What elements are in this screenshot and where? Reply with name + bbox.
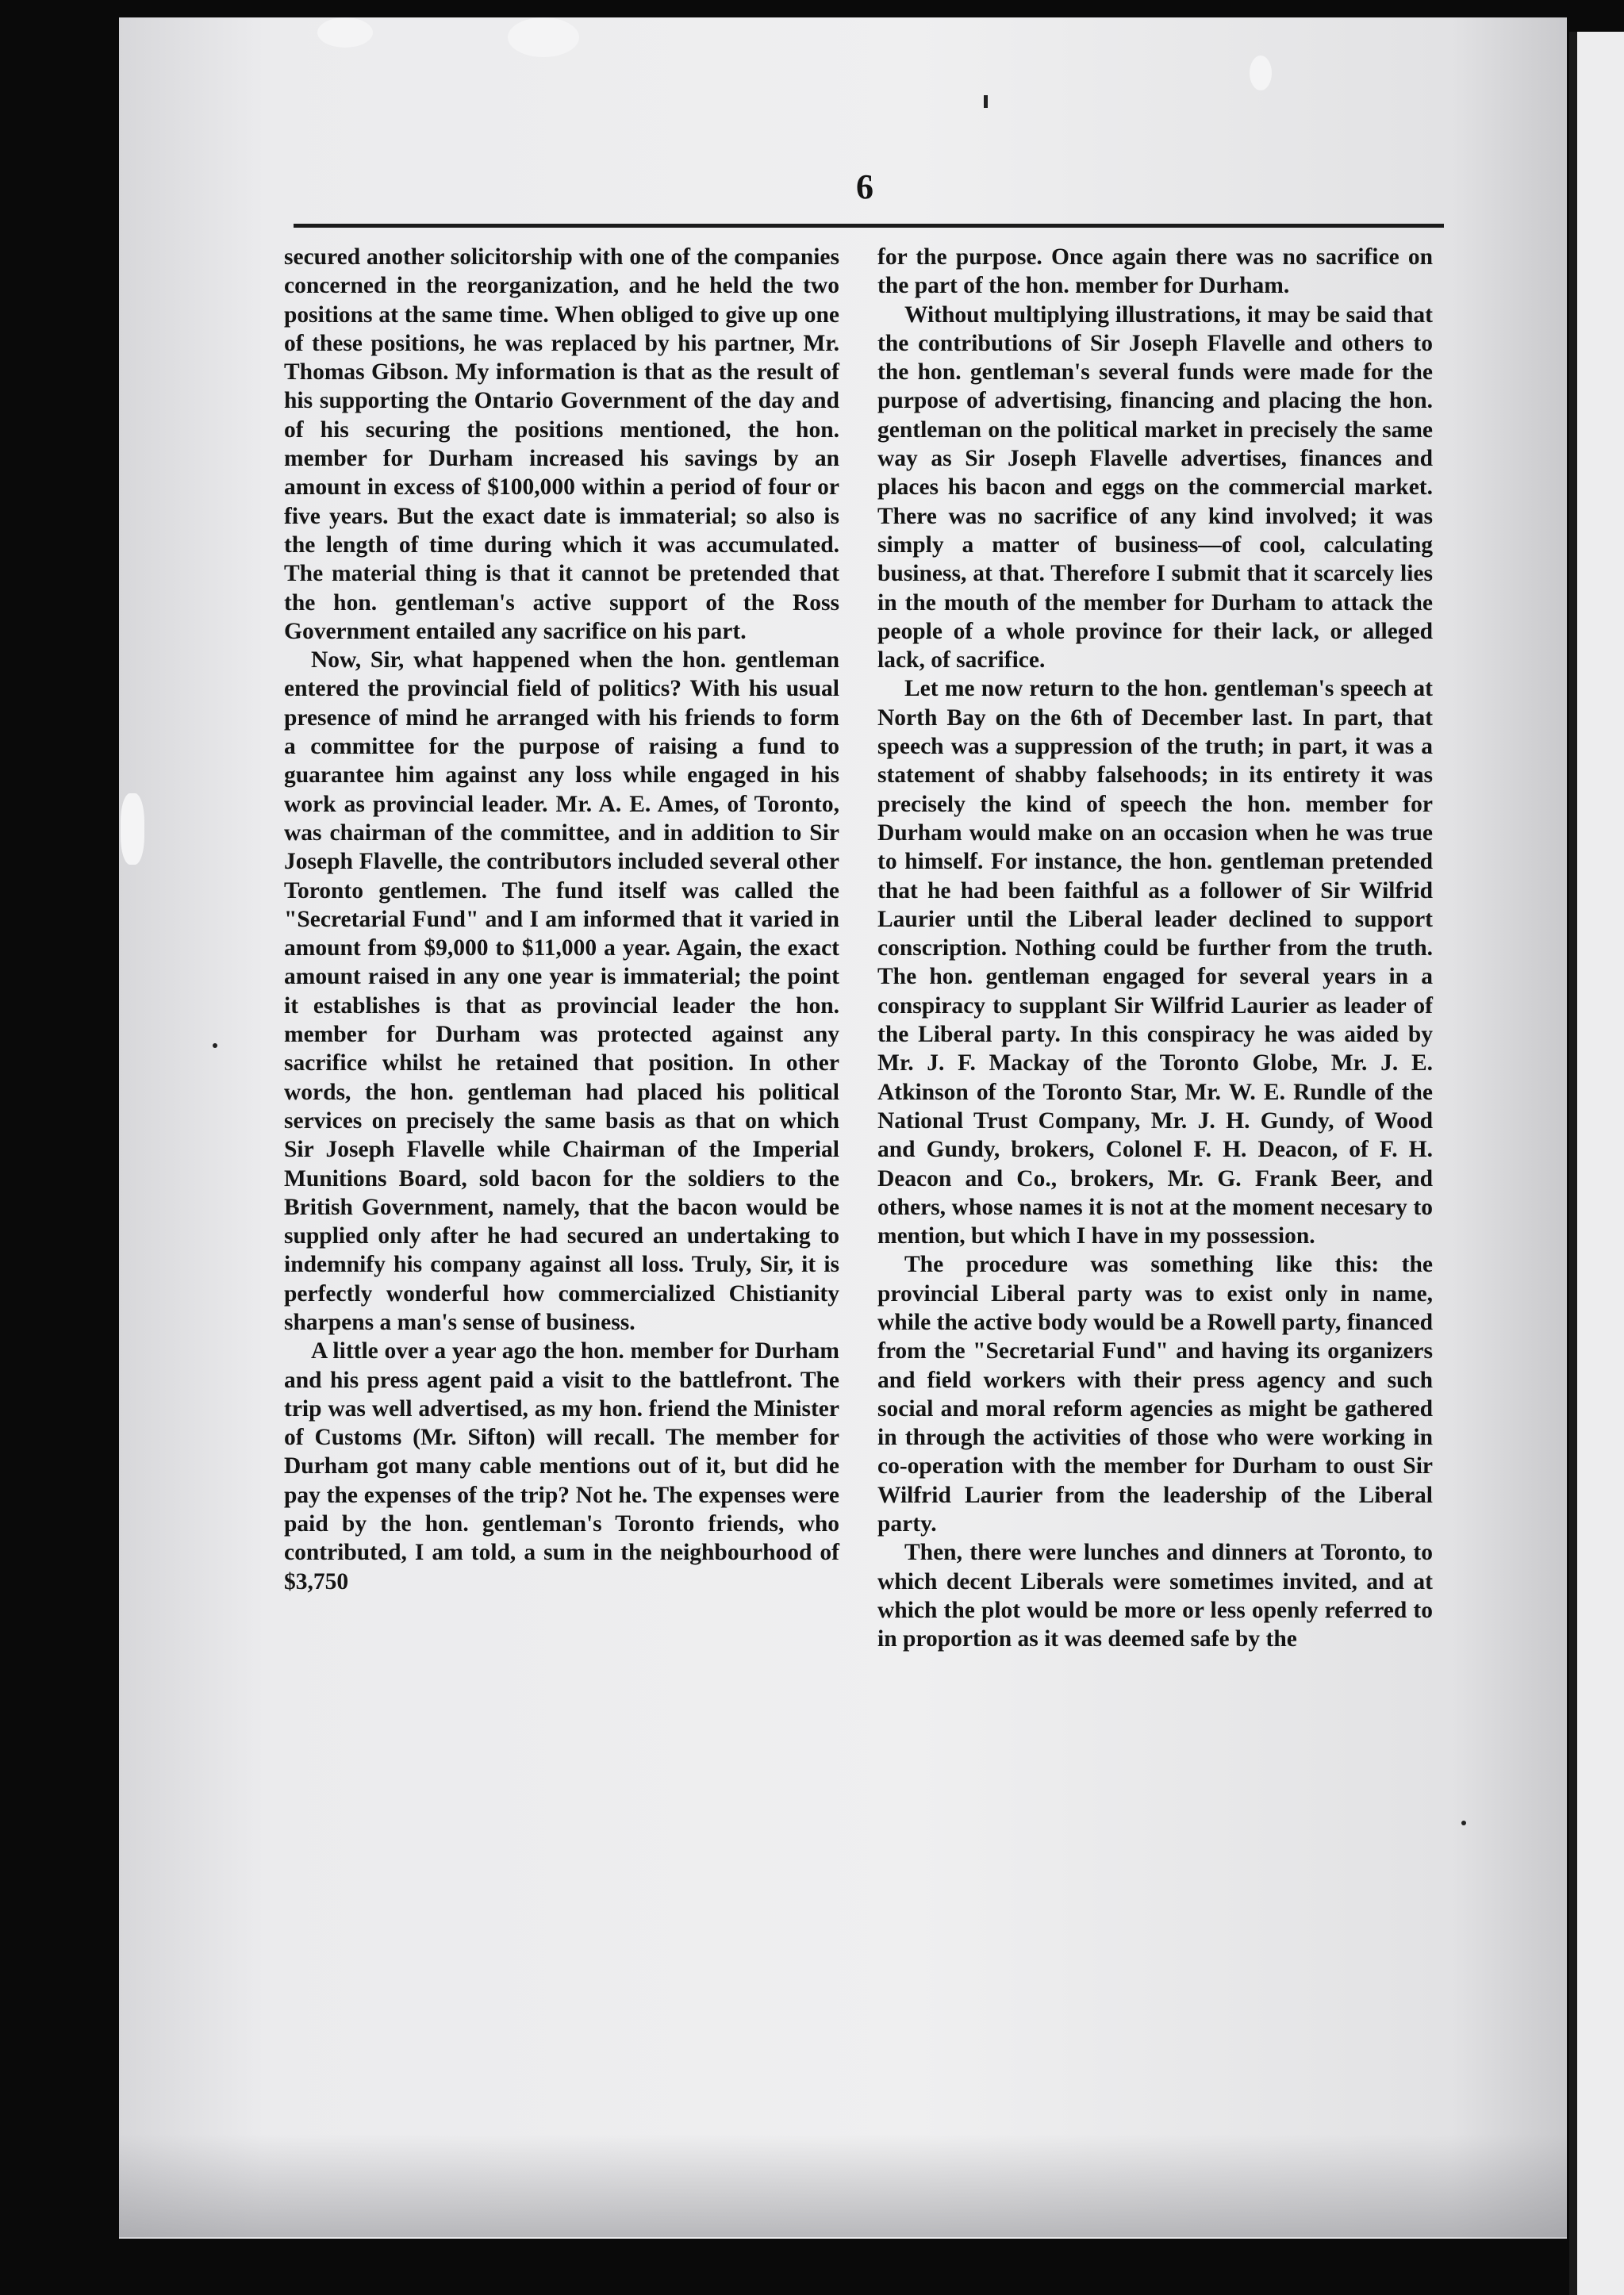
paragraph: for the purpose. Once again there was no sacrifice on the part of the hon. member for Durham. <box>877 244 1433 299</box>
right-column <box>877 243 1433 1654</box>
scan-speck <box>1250 56 1272 90</box>
page-bottom-shadow <box>119 2134 1567 2237</box>
paragraph: Without multiplying illustrations, it may be said that the contributions of Sir Joseph Flavelle and others to the hon. gentleman's several funds were made for the purpose of advertising, financing and placing the hon. gentleman on the political market in precisely the same way as Sir Joseph Flavelle advertises, finances and places his bacon and eggs on the commercial market. There was no sacrifice of any kind involved; it was simply a matter of business—of cool, calculating business, at that. Therefore I submit that it scarcely lies in the mouth of the member for Durham to attack the people of a whole province for their lack, or alleged lack, of sacrifice. <box>877 301 1433 674</box>
scan-speck <box>121 793 144 865</box>
scan-mark <box>1461 1821 1466 1825</box>
paragraph: Let me now return to the hon. gentleman's speech at North Bay on the 6th of December last. In part, that speech was a suppression of the truth; in part, it was a statement of shabby falsehoods; in its entirety it was precisely the kind of speech the hon. member for Durham would make on an occasion when he was true to himself. For instance, the hon. gentleman pretended that he had been faithful as a follower of Sir Wilfrid Laurier until the Liberal leader declined to support conscription. Nothing could be further from the truth. The hon. gentleman engaged for several years in a conspiracy to supplant Sir Wilfrid Laurier as leader of the Liberal party. In this conspiracy he was aided by Mr. J. F. Mackay of the Toronto Globe, Mr. J. E. Atkinson of the Toronto Star, Mr. W. E. Rundle of the National Trust Company, Mr. J. H. Gundy, of Wood and Gundy, brokers, Colonel F. H. Deacon, of F. H. Deacon and Co., brokers, Mr. G. Frank Beer, and others, whose names it is not at the moment necesary to mention, but which I have in my possession. <box>877 676 1433 1249</box>
paragraph: secured another solicitorship with one of the companies concerned in the reorganization, and he held the two positions at the same time. When obliged to give up one of these positions, he was replaced by his partner, Mr. Thomas Gibson. My information is that as the result of his supporting the Ontario Government of the day and of his securing the positions mentioned, the hon. member for Durham increased his savings by an amount in excess of $100,000 within a period of four or five years. But the exact date is immaterial; so also is the length of time during which it was accumulated. The material thing is that it cannot be pretended that the hon. gentleman's active support of the Ross Government entailed any sacrifice on his part. <box>284 244 839 644</box>
scan-speck <box>317 17 373 48</box>
scan-mark <box>213 1043 217 1048</box>
paragraph: The procedure was something like this: the provincial Liberal party was to exist only in name, while the active body would be a Rowell party, financed from the "Secretarial Fund" and having its organizers and field workers with their press agency and such social and moral reform agencies as might be gathered in through the activities of those who were working in co-operation with the member for Durham to oust Sir Wilfrid Laurier from the leadership of the Liberal party. <box>877 1252 1433 1537</box>
paragraph: A little over a year ago the hon. member for Durham and his press agent paid a visit to the battlefront. The trip was well advertised, as my hon. friend the Minister of Customs (Mr. Sifton) will recall. The member for Durham got many cable mentions out of it, but did he pay the expenses of the trip? Not he. The expenses were paid by the hon. gentleman's Toronto friends, who contributed, I am told, a sum in the neighbourhood of $3,750 <box>284 1338 839 1595</box>
paragraph: Now, Sir, what happened when the hon. gentleman entered the provincial field of politics? With his usual presence of mind he arranged with his friends to form a committee for the purpose of raising a fund to guarantee him against any loss while engaged in his work as provincial leader. Mr. A. E. Ames, of Toronto, was chairman of the committee, and in addition to Sir Joseph Flavelle, the contributors included several other Toronto gentlemen. The fund itself was called the "Secretarial Fund" and I am informed that it varied in amount from $9,000 to $11,000 a year. Again, the exact amount raised in any one year is immaterial; the point it establishes is that as provincial leader the hon. member for Durham was protected against any sacrifice whilst he retained that position. In other words, the hon. gentleman had placed his political services on precisely the same basis as that on which Sir Joseph Flavelle while Chairman of the Imperial Munitions Board, sold bacon for the soldiers to the British Government, namely, that the bacon would be supplied only after he had secured an undertaking to indemnify his company against all loss. Truly, Sir, it is perfectly wonderful how commercialized Chistianity sharpens a man's sense of business. <box>284 647 839 1335</box>
scan-mark <box>984 95 988 108</box>
scan-speck <box>508 17 579 57</box>
paragraph: Then, there were lunches and dinners at Toronto, to which decent Liberals were sometimes invited, and at which the plot would be more or less openly referred to in proportion as it was deemed safe by the <box>877 1540 1433 1652</box>
left-column <box>284 243 839 1596</box>
header-rule <box>294 224 1444 228</box>
page-gutter-shadow <box>1569 32 1577 2295</box>
page-number: 6 <box>856 167 873 206</box>
next-page-edge <box>1569 32 1624 2295</box>
